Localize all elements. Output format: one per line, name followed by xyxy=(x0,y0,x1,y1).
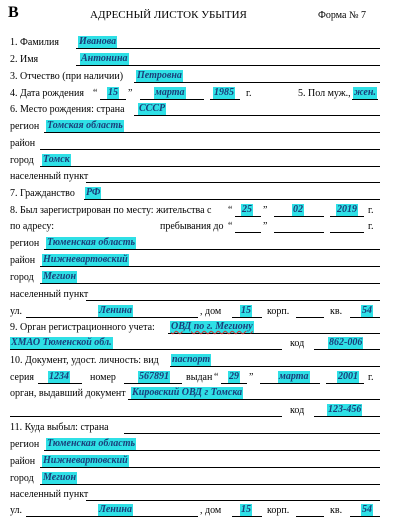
reg-region-line xyxy=(44,249,380,250)
citizenship-label: 7. Гражданство xyxy=(10,188,75,199)
surname-label: 1. Фамилия xyxy=(10,37,59,48)
organ-label: 9. Орган регистрационного учета: xyxy=(10,322,155,333)
dest-house-label: , дом xyxy=(200,505,222,516)
issuer-label: орган, выдавший документ xyxy=(10,388,126,399)
issued-year[interactable]: 2001 xyxy=(338,371,358,382)
issued-month[interactable]: марта xyxy=(279,371,309,382)
reg-day-line xyxy=(235,216,261,217)
house-label: , дом xyxy=(200,306,222,317)
organ-line xyxy=(168,333,380,334)
patronymic-line xyxy=(134,82,380,83)
dest-settlement-label: населенный пункт xyxy=(10,489,89,500)
kod-label: код xyxy=(290,338,305,349)
patronymic-value[interactable]: Петровна xyxy=(137,70,182,81)
birth-city-value[interactable]: Томск xyxy=(43,154,70,165)
reg-region-value[interactable]: Тюменская область xyxy=(47,237,136,248)
dob-year-line xyxy=(210,99,240,100)
stay-quote-close: ” xyxy=(263,221,268,232)
reg-city-value[interactable]: Мегион xyxy=(43,271,76,282)
street-label: ул. xyxy=(10,306,23,317)
name-line xyxy=(76,65,380,66)
dest-label: 11. Куда выбыл: страна xyxy=(10,422,109,433)
birth-city-label: город xyxy=(10,155,34,166)
dest-street-line xyxy=(26,516,198,517)
reg-district-line xyxy=(40,266,380,267)
name-label: 2. Имя xyxy=(10,54,39,65)
issued-day[interactable]: 29 xyxy=(229,371,239,382)
patronymic-label: 3. Отчество (при наличии) xyxy=(10,71,124,82)
birth-region-value[interactable]: Томская область xyxy=(47,120,123,131)
sex-label: 5. Пол муж., xyxy=(298,88,351,99)
birth-district-label: район xyxy=(10,138,36,149)
kv-value[interactable]: 54 xyxy=(362,305,372,316)
dest-settlement-line xyxy=(86,500,380,501)
number-label: номер xyxy=(90,372,116,383)
number-value[interactable]: 567891 xyxy=(139,371,169,382)
dest-house-value[interactable]: 15 xyxy=(241,504,251,515)
form-number: Форма № 7 xyxy=(318,10,366,21)
dest-house-line xyxy=(232,516,262,517)
birth-city-line xyxy=(40,166,380,167)
dob-quote-close: ” xyxy=(128,88,133,99)
kod-line xyxy=(314,349,380,350)
birthplace-country[interactable]: СССР xyxy=(139,103,166,114)
dob-month[interactable]: марта xyxy=(155,87,185,98)
dest-city-line xyxy=(40,484,380,485)
series-value[interactable]: 1234 xyxy=(49,371,69,382)
dob-label: 4. Дата рождения xyxy=(10,88,84,99)
reg-g: г. xyxy=(368,205,374,216)
reg-quote-close: ” xyxy=(263,205,268,216)
issuer-value[interactable]: Кировский ОВД г Томска xyxy=(132,387,243,398)
number-line xyxy=(124,383,182,384)
stay-label: пребывания до xyxy=(160,221,224,232)
kod2-label: код xyxy=(290,405,305,416)
korp-label: корп. xyxy=(267,306,290,317)
doc-label: 10. Документ, удост. личность: вид xyxy=(10,355,159,366)
reg-region-label: регион xyxy=(10,238,40,249)
dest-region-label: регион xyxy=(10,439,40,450)
dest-city-label: город xyxy=(10,473,34,484)
sex-line xyxy=(352,99,378,100)
street-line xyxy=(26,317,198,318)
dob-quote-open: “ xyxy=(93,88,98,99)
dest-kv-line xyxy=(350,516,380,517)
doc-line xyxy=(170,366,380,367)
dest-street-value[interactable]: Ленина xyxy=(99,504,132,515)
stay-quote-open: “ xyxy=(228,221,233,232)
stay-month-line xyxy=(274,232,324,233)
birthplace-label: 6. Место рождения: страна xyxy=(10,104,125,115)
surname-value[interactable]: Иванова xyxy=(79,36,117,47)
reg-district-value[interactable]: Нижневартовский xyxy=(43,254,128,265)
birthplace-line xyxy=(134,115,380,116)
reg-month-line xyxy=(274,216,324,217)
house-line xyxy=(232,317,262,318)
stay-day-line xyxy=(235,232,261,233)
dob-day[interactable]: 15 xyxy=(108,87,118,98)
citizenship-line xyxy=(84,199,380,200)
stay-g: г. xyxy=(368,221,374,232)
reg-settlement-line xyxy=(86,300,380,301)
dob-year[interactable]: 1985 xyxy=(214,87,234,98)
doc-value[interactable]: паспорт xyxy=(172,354,211,365)
kod2-line xyxy=(314,416,380,417)
issued-day-line xyxy=(221,383,247,384)
house-value[interactable]: 15 xyxy=(241,305,251,316)
reg-year-line xyxy=(330,216,364,217)
organ-value-1[interactable] xyxy=(170,321,254,333)
issued-quote-open: “ xyxy=(214,372,219,383)
dest-country-line xyxy=(124,433,380,434)
dest-region-line xyxy=(44,450,380,451)
dest-district-value[interactable]: Нижневартовский xyxy=(43,455,128,466)
reg-city-label: город xyxy=(10,272,34,283)
form-letter: В xyxy=(8,4,19,21)
kod2-value[interactable]: 123-456 xyxy=(328,404,362,415)
surname-line xyxy=(76,48,380,49)
series-line xyxy=(38,383,82,384)
birth-settlement-line xyxy=(86,182,380,183)
issued-label: выдан xyxy=(186,372,213,383)
addr-label: по адресу: xyxy=(10,221,55,232)
reg-month[interactable]: 02 xyxy=(293,204,303,215)
kv-line xyxy=(350,317,380,318)
dob-month-line xyxy=(140,99,204,100)
series-label: серия xyxy=(10,372,34,383)
dest-street-label: ул. xyxy=(10,505,23,516)
kod-value[interactable]: 862-006 xyxy=(329,337,363,348)
dest-kv-value[interactable]: 54 xyxy=(362,504,372,515)
form-title: АДРЕСНЫЙ ЛИСТОК УБЫТИЯ xyxy=(90,9,247,21)
korp-line xyxy=(296,317,324,318)
dest-district-line xyxy=(40,467,380,468)
dest-region-value[interactable]: Тюменская область xyxy=(47,438,136,449)
dest-kv-label: кв. xyxy=(330,505,343,516)
kv-label: кв. xyxy=(330,306,343,317)
street-value[interactable]: Ленина xyxy=(99,305,132,316)
sex-value[interactable]: жен. xyxy=(354,87,376,98)
reg-day[interactable]: 25 xyxy=(242,204,252,215)
reg-city-line xyxy=(40,283,380,284)
issuer-line xyxy=(128,399,380,400)
organ-value-2[interactable]: ХМАО Тюменской обл. xyxy=(11,337,112,348)
reg-district-label: район xyxy=(10,255,36,266)
organ-line-2 xyxy=(10,349,282,350)
dest-korp-line xyxy=(296,516,324,517)
issued-month-line xyxy=(260,383,320,384)
birth-settlement-label: населенный пункт xyxy=(10,171,89,182)
name-value[interactable]: Антонина xyxy=(81,53,128,64)
reg-year[interactable]: 2019 xyxy=(337,204,357,215)
reg-label: 8. Был зарегистрирован по месту: жительства с xyxy=(10,205,212,216)
dest-district-label: район xyxy=(10,456,36,467)
issued-year-line xyxy=(326,383,364,384)
dest-city-value[interactable]: Мегион xyxy=(43,472,76,483)
birth-district-line xyxy=(40,149,380,150)
reg-quote-open: “ xyxy=(228,205,233,216)
dob-g: г. xyxy=(246,88,252,99)
stay-year-line xyxy=(330,232,364,233)
issued-g: г. xyxy=(368,372,374,383)
dob-day-line xyxy=(100,99,126,100)
organ-value-1-text: ОВД по г. Мегиону xyxy=(171,321,253,332)
birth-region-line xyxy=(44,132,380,133)
issued-quote-close: ” xyxy=(249,372,254,383)
issuer-line-2 xyxy=(10,416,282,417)
dest-korp-label: корп. xyxy=(267,505,290,516)
birth-region-label: регион xyxy=(10,121,40,132)
reg-settlement-label: населенный пункт xyxy=(10,289,89,300)
citizenship-value[interactable]: РФ xyxy=(86,187,101,198)
